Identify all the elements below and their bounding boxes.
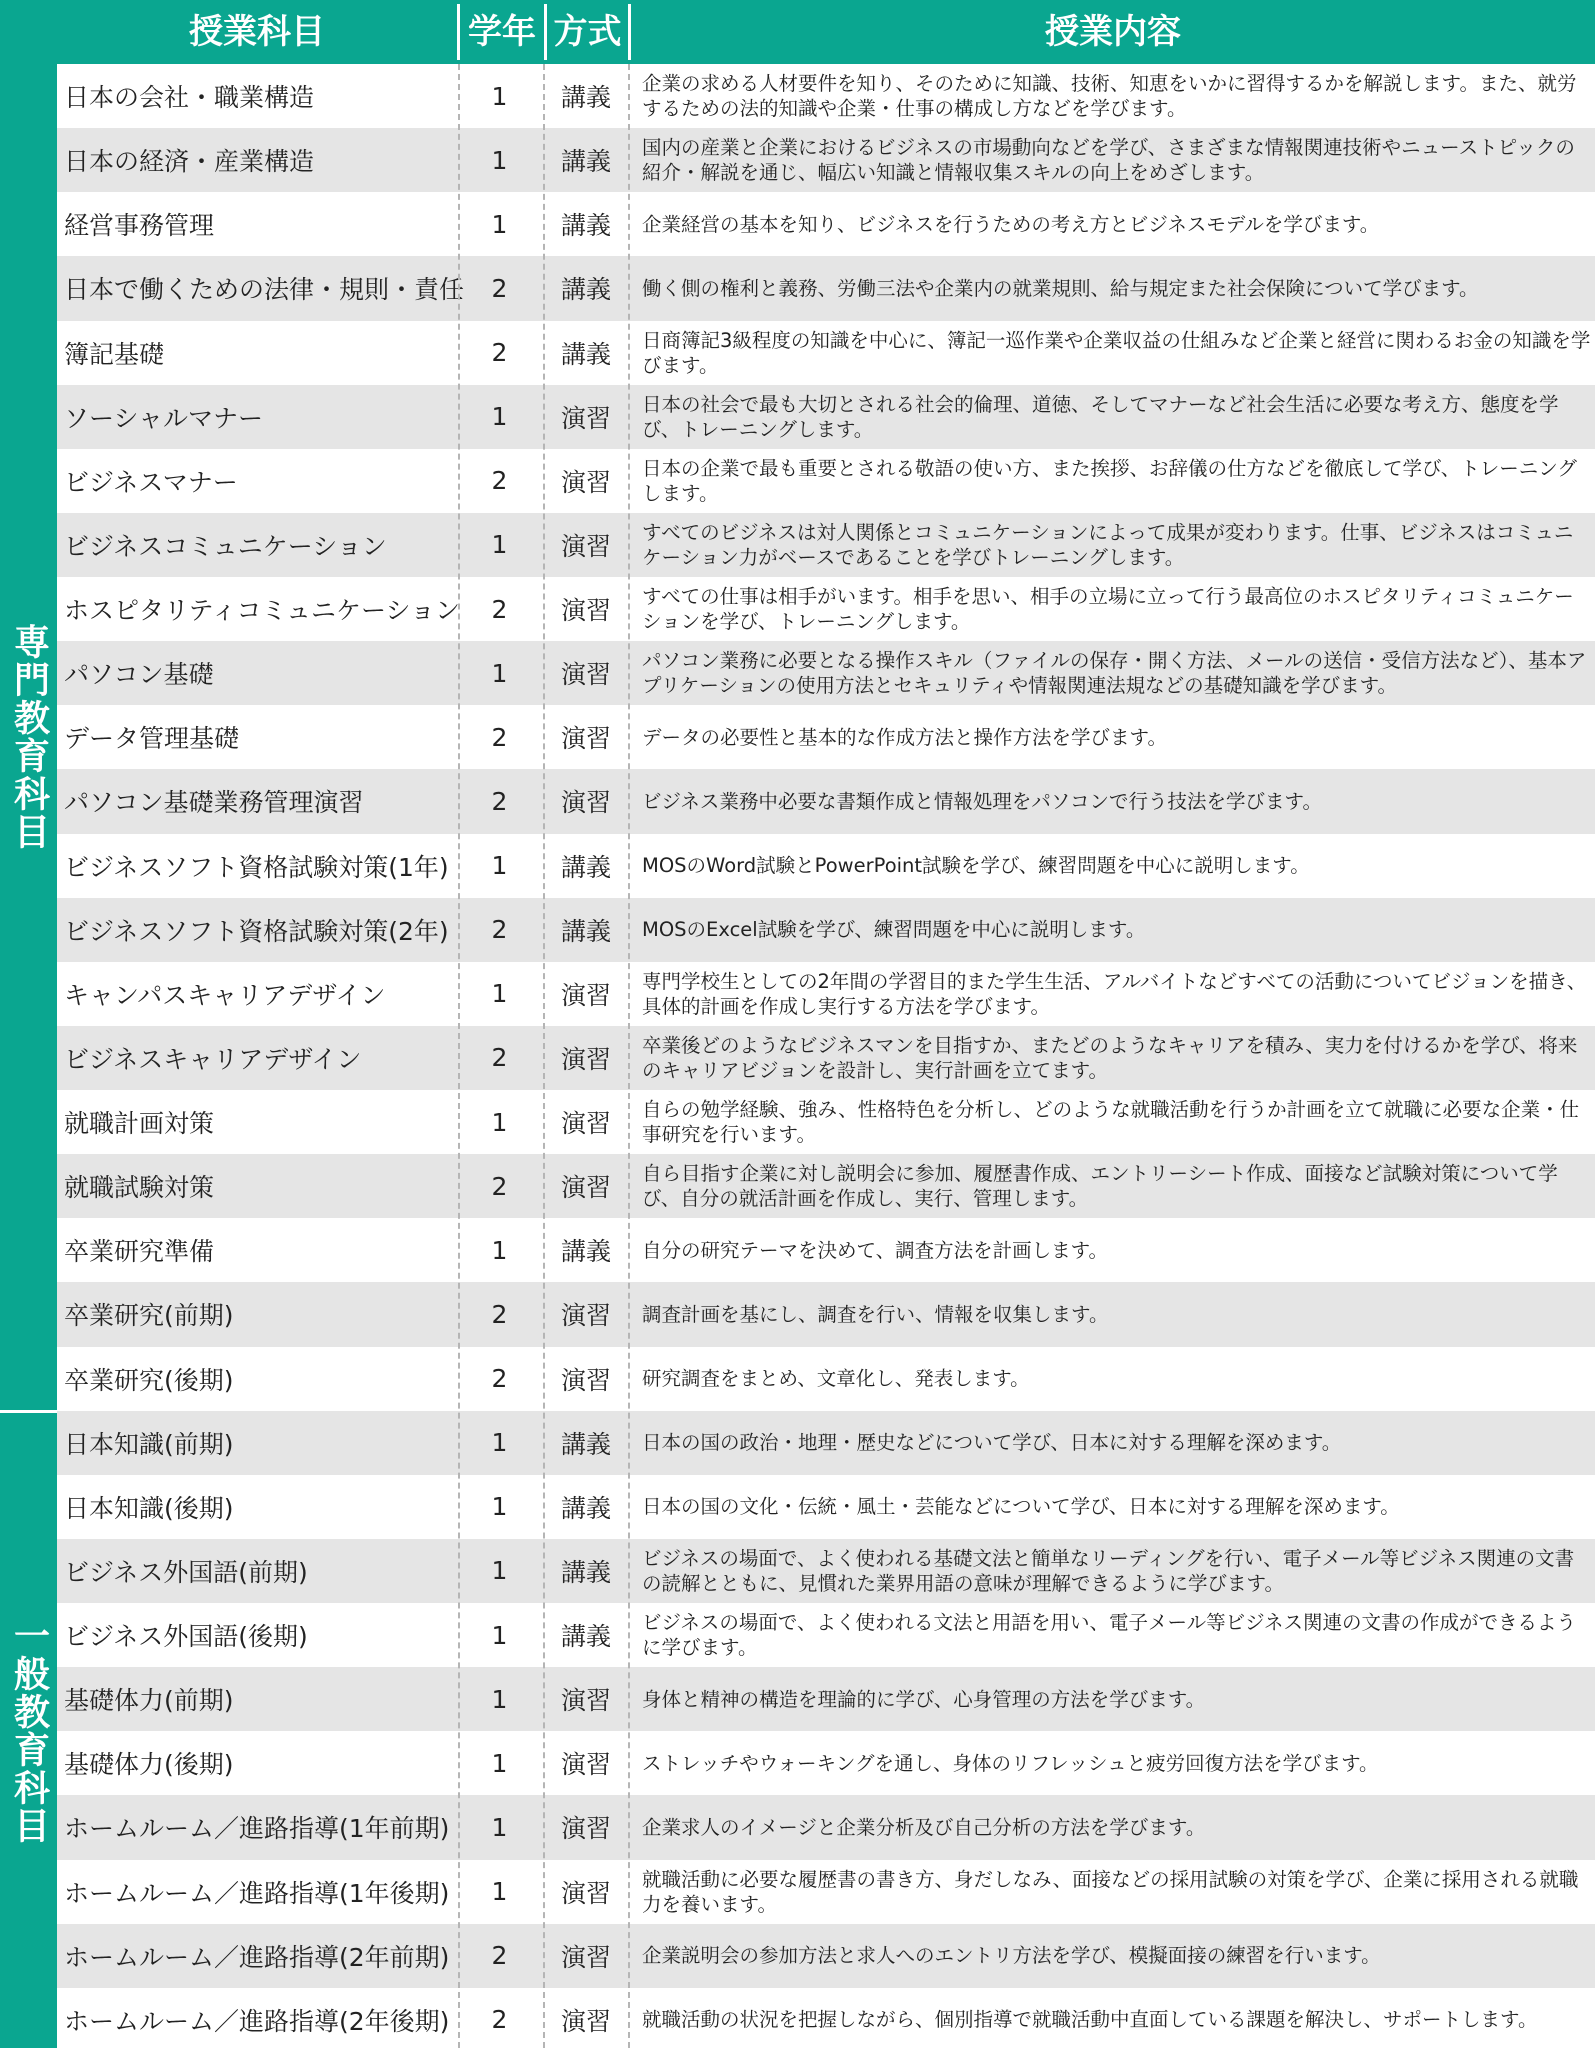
course-subject-text: 卒業研究(後期) xyxy=(64,1365,234,1395)
course-description-text: 就職活動に必要な履歴書の書き方、身だしなみ、面接などの採用試験の対策を学び、企業に採用される就職力を養います。 xyxy=(642,1867,1579,1916)
course-method-text: 講義 xyxy=(560,1237,611,1267)
category-label: 一般教育科目 xyxy=(8,1616,50,1845)
table-row xyxy=(57,1924,1595,1988)
course-subject xyxy=(64,1731,456,1795)
column-divider xyxy=(543,64,545,2048)
course-year xyxy=(457,1218,542,1282)
course-description-text: 日商簿記3級程度の知識を中心に、簿記一巡作業や企業収益の仕組みなど企業と経営に関わるお金の知識を学びます。 xyxy=(642,328,1591,377)
course-method-text: 講義 xyxy=(560,83,611,113)
course-year xyxy=(457,1860,542,1924)
course-description-text: MOSのExcel試験を学び、練習問題を中心に説明します。 xyxy=(642,918,1146,942)
course-subject xyxy=(64,962,456,1026)
course-description xyxy=(642,385,1592,449)
course-year xyxy=(457,1347,542,1411)
course-year xyxy=(457,64,542,128)
course-year-text: 1 xyxy=(491,1812,508,1842)
course-description xyxy=(642,1475,1592,1539)
course-year-text: 2 xyxy=(491,1299,508,1329)
course-subject-text: 日本知識(後期) xyxy=(64,1493,234,1523)
course-year xyxy=(457,1475,542,1539)
course-year-text: 1 xyxy=(491,1556,508,1586)
course-subject-text: 基礎体力(後期) xyxy=(64,1750,234,1780)
course-description xyxy=(642,1218,1592,1282)
table-row xyxy=(57,1539,1595,1603)
course-year xyxy=(457,1026,542,1090)
course-method xyxy=(544,962,628,1026)
column-divider xyxy=(628,64,630,2048)
table-row xyxy=(57,1218,1595,1282)
course-year-text: 2 xyxy=(491,2005,508,2035)
course-year-text: 2 xyxy=(491,1171,508,1201)
table-row xyxy=(57,705,1595,769)
course-description xyxy=(642,1347,1592,1411)
table-row xyxy=(57,1731,1595,1795)
course-description-text: MOSのWord試験とPowerPoint試験を学び、練習問題を中心に説明します。 xyxy=(642,854,1310,878)
course-year xyxy=(457,769,542,833)
course-method-text: 演習 xyxy=(560,596,611,626)
course-method-text: 演習 xyxy=(560,2006,611,2036)
course-method-text: 講義 xyxy=(560,852,611,882)
course-description-text: 自ら目指す企業に対し説明会に参加、履歴書作成、エントリーシート作成、面接など試験対策について学び、自分の就活計画を作成し、実行、管理します。 xyxy=(642,1162,1558,1211)
course-year xyxy=(457,1924,542,1988)
course-year xyxy=(457,1282,542,1346)
course-subject xyxy=(64,834,456,898)
course-description-text: ビジネス業務中必要な書類作成と情報処理をパソコンで行う技法を学びます。 xyxy=(642,789,1322,813)
course-subject xyxy=(64,1411,456,1475)
course-description xyxy=(642,1539,1592,1603)
table-row xyxy=(57,128,1595,192)
course-description xyxy=(642,1988,1592,2052)
course-description-text: 企業の求める人材要件を知り、そのために知識、技術、知恵をいかに習得するかを解説します。また、就労するための法的知識や企業・仕事の構成し方などを学びます。 xyxy=(642,72,1577,121)
course-method xyxy=(544,705,628,769)
course-method xyxy=(544,321,628,385)
course-year-text: 2 xyxy=(491,1043,508,1073)
column-divider xyxy=(458,64,460,2048)
course-year-text: 2 xyxy=(491,1941,508,1971)
course-year xyxy=(457,128,542,192)
course-method xyxy=(544,64,628,128)
course-method-text: 講義 xyxy=(560,1493,611,1523)
course-subject-text: 卒業研究(前期) xyxy=(64,1301,234,1331)
course-description-text: 企業求人のイメージと企業分析及び自己分析の方法を学びます。 xyxy=(642,1815,1206,1839)
course-method xyxy=(544,1988,628,2052)
course-subject xyxy=(64,1539,456,1603)
course-subject-text: 日本の経済・産業構造 xyxy=(64,147,315,177)
course-year-text: 1 xyxy=(491,1235,508,1265)
category-specialized xyxy=(0,64,57,1410)
course-method xyxy=(544,1731,628,1795)
course-description xyxy=(642,769,1592,833)
course-subject-text: 日本知識(前期) xyxy=(64,1429,234,1459)
table-row xyxy=(57,385,1595,449)
course-subject xyxy=(64,64,456,128)
course-method xyxy=(544,1347,628,1411)
course-description xyxy=(642,1731,1592,1795)
course-description xyxy=(642,1026,1592,1090)
course-subject xyxy=(64,577,461,641)
course-description-text: 日本の企業で最も重要とされる敬語の使い方、また挨拶、お辞儀の仕方などを徹底して学び、トレーニングします。 xyxy=(642,456,1577,505)
table-row xyxy=(57,1026,1595,1090)
course-method xyxy=(544,128,628,192)
course-subject-text: 就職試験対策 xyxy=(64,1173,215,1203)
course-method xyxy=(544,1218,628,1282)
course-subject xyxy=(64,513,456,577)
course-description-text: データの必要性と基本的な作成方法と操作方法を学びます。 xyxy=(642,725,1167,749)
course-year xyxy=(457,1539,542,1603)
course-method xyxy=(544,1603,628,1667)
course-year-text: 1 xyxy=(491,145,508,175)
course-method xyxy=(544,256,628,320)
course-method xyxy=(544,1475,628,1539)
course-year xyxy=(457,577,542,641)
course-description-text: 日本の社会で最も大切とされる社会的倫理、道徳、そしてマナーなど社会生活に必要な考え方、態度を学び、トレーニングします。 xyxy=(642,392,1559,441)
course-description-text: 国内の産業と企業におけるビジネスの市場動向などを学び、さまざまな情報関連技術やニューストピックの紹介・解説を通じ、幅広い知識と情報収集スキルの向上をめざします。 xyxy=(642,136,1575,185)
course-description-text: 身体と精神の構造を理論的に学び、心身管理の方法を学びます。 xyxy=(642,1687,1206,1711)
course-description xyxy=(642,962,1592,1026)
course-subject xyxy=(64,256,465,320)
course-description-text: 自らの勉学経験、強み、性格特色を分析し、どのような就職活動を行うか計画を立て就職に必要な企業・仕事研究を行います。 xyxy=(642,1098,1580,1147)
course-method-text: 演習 xyxy=(560,980,611,1010)
table-row xyxy=(57,1667,1595,1731)
course-subject xyxy=(64,449,456,513)
course-subject xyxy=(64,1475,456,1539)
course-description xyxy=(642,1860,1592,1924)
course-subject-text: キャンパスキャリアデザイン xyxy=(64,980,386,1010)
course-method-text: 演習 xyxy=(560,467,611,497)
course-year-text: 2 xyxy=(491,915,508,945)
course-subject xyxy=(64,898,456,962)
course-description-text: 日本の国の政治・地理・歴史などについて学び、日本に対する理解を深めます。 xyxy=(642,1431,1342,1455)
course-method-text: 演習 xyxy=(560,1301,611,1331)
course-year xyxy=(457,449,542,513)
course-year xyxy=(457,641,542,705)
course-description xyxy=(642,705,1592,769)
course-year-text: 1 xyxy=(491,402,508,432)
course-subject-text: ホームルーム／進路指導(2年前期) xyxy=(64,1942,450,1972)
course-description xyxy=(642,641,1592,705)
course-method xyxy=(544,1795,628,1859)
course-description xyxy=(642,577,1592,641)
course-method xyxy=(544,1090,628,1154)
table-row xyxy=(57,1154,1595,1218)
header-method: 方式 xyxy=(553,12,622,52)
course-year-text: 1 xyxy=(491,979,508,1009)
course-description xyxy=(642,1924,1592,1988)
course-year-text: 2 xyxy=(491,594,508,624)
course-year-text: 1 xyxy=(491,1620,508,1650)
course-description xyxy=(642,1411,1592,1475)
category-label: 専門教育科目 xyxy=(8,623,50,851)
course-description xyxy=(642,1667,1592,1731)
course-subject xyxy=(64,1347,456,1411)
course-method-text: 演習 xyxy=(560,1814,611,1844)
course-year xyxy=(457,1154,542,1218)
course-method xyxy=(544,1282,628,1346)
course-year xyxy=(457,321,542,385)
table-row xyxy=(57,962,1595,1026)
course-method xyxy=(544,1539,628,1603)
course-method-text: 演習 xyxy=(560,403,611,433)
table-row xyxy=(57,64,1595,128)
course-subject-text: ビジネスキャリアデザイン xyxy=(64,1044,362,1074)
course-method-text: 演習 xyxy=(560,1878,611,1908)
course-subject-text: ビジネス外国語(前期) xyxy=(64,1557,308,1587)
course-method-text: 演習 xyxy=(560,1942,611,1972)
course-description xyxy=(642,1154,1592,1218)
table-row xyxy=(57,641,1595,705)
course-method xyxy=(544,385,628,449)
course-year xyxy=(457,385,542,449)
table-row xyxy=(57,1282,1595,1346)
course-method-text: 演習 xyxy=(560,724,611,754)
course-year xyxy=(457,705,542,769)
table-row xyxy=(57,1988,1595,2052)
course-year xyxy=(457,962,542,1026)
course-subject xyxy=(64,321,456,385)
course-description xyxy=(642,449,1592,513)
course-description-text: 調査計画を基にし、調査を行い、情報を収集します。 xyxy=(642,1302,1109,1326)
course-method-text: 演習 xyxy=(560,788,611,818)
course-subject xyxy=(64,1282,456,1346)
course-subject xyxy=(64,1988,456,2052)
course-subject-text: ホスピタリティコミュニケーション xyxy=(64,596,461,626)
course-method xyxy=(544,1924,628,1988)
course-subject-text: 日本で働くための法律・規則・責任 xyxy=(64,275,465,305)
course-year xyxy=(457,1411,542,1475)
course-subject xyxy=(64,705,456,769)
course-subject-text: 就職計画対策 xyxy=(64,1109,215,1139)
course-description-text: ストレッチやウォーキングを通し、身体のリフレッシュと疲労回復方法を学びます。 xyxy=(642,1751,1379,1775)
course-description-text: 日本の国の文化・伝統・風土・芸能などについて学び、日本に対する理解を深めます。 xyxy=(642,1495,1400,1519)
course-method xyxy=(544,513,628,577)
course-description-text: 企業説明会の参加方法と求人へのエントリ方法を学び、模擬面接の練習を行います。 xyxy=(642,1944,1381,1968)
course-year xyxy=(457,192,542,256)
course-method-text: 演習 xyxy=(560,1109,611,1139)
course-method-text: 演習 xyxy=(560,1365,611,1395)
table-row xyxy=(57,834,1595,898)
course-subject-text: データ管理基礎 xyxy=(64,724,240,754)
course-method-text: 講義 xyxy=(560,211,611,241)
table-row xyxy=(57,1603,1595,1667)
course-subject xyxy=(64,1090,456,1154)
course-year-text: 1 xyxy=(491,1492,508,1522)
course-year-text: 1 xyxy=(491,1877,508,1907)
course-subject-text: 日本の会社・職業構造 xyxy=(64,83,315,113)
table-row xyxy=(57,449,1595,513)
course-method-text: 講義 xyxy=(560,1557,611,1587)
course-subject-text: ホームルーム／進路指導(1年後期) xyxy=(64,1878,450,1908)
header-content: 授業内容 xyxy=(1045,12,1181,52)
course-subject xyxy=(64,769,456,833)
course-subject xyxy=(64,1218,456,1282)
course-description xyxy=(642,898,1592,962)
table-row xyxy=(57,1475,1595,1539)
course-subject xyxy=(64,1667,456,1731)
course-subject xyxy=(64,1154,456,1218)
course-method-text: 演習 xyxy=(560,1686,611,1716)
course-description xyxy=(642,192,1592,256)
course-method-text: 演習 xyxy=(560,1044,611,1074)
table-row xyxy=(57,192,1595,256)
course-description-text: すべてのビジネスは対人関係とコミュニケーションによって成果が変わります。仕事、ビジネスはコミュニケーション力がベースであることを学びトレーニングします。 xyxy=(642,520,1574,569)
course-method xyxy=(544,577,628,641)
course-subject-text: ビジネスソフト資格試験対策(1年) xyxy=(64,852,449,882)
course-description xyxy=(642,834,1592,898)
course-subject-text: 簿記基礎 xyxy=(64,339,165,369)
course-method xyxy=(544,641,628,705)
course-method-text: 講義 xyxy=(560,1429,611,1459)
course-subject-text: 卒業研究準備 xyxy=(64,1237,215,1267)
course-year-text: 1 xyxy=(491,1107,508,1137)
course-year xyxy=(457,1795,542,1859)
course-method-text: 演習 xyxy=(560,1750,611,1780)
table-row xyxy=(57,769,1595,833)
course-description-text: 専門学校生としての2年間の学習目的また学生生活、アルバイトなどすべての活動についてビジョンを描き、具体的計画を作成し実行する方法を学びます。 xyxy=(642,969,1587,1018)
course-subject xyxy=(64,1860,456,1924)
course-year xyxy=(457,256,542,320)
course-method-text: 講義 xyxy=(560,1622,611,1652)
table-row xyxy=(57,513,1595,577)
course-year xyxy=(457,834,542,898)
course-method-text: 講義 xyxy=(560,275,611,305)
course-description xyxy=(642,513,1592,577)
course-method xyxy=(544,1154,628,1218)
course-method-text: 演習 xyxy=(560,531,611,561)
course-description xyxy=(642,128,1592,192)
course-description-text: 働く側の権利と義務、労働三法や企業内の就業規則、給与規定また社会保険について学びます。 xyxy=(642,276,1479,300)
course-method xyxy=(544,192,628,256)
course-year xyxy=(457,1731,542,1795)
course-method-text: 講義 xyxy=(560,147,611,177)
table-row xyxy=(57,1347,1595,1411)
course-subject-text: ビジネスソフト資格試験対策(2年) xyxy=(64,916,449,946)
course-method xyxy=(544,449,628,513)
course-method-text: 演習 xyxy=(560,660,611,690)
course-method xyxy=(544,834,628,898)
course-year-text: 2 xyxy=(491,1364,508,1394)
course-subject xyxy=(64,128,456,192)
course-subject xyxy=(64,1924,456,1988)
course-description-text: 企業経営の基本を知り、ビジネスを行うための考え方とビジネスモデルを学びます。 xyxy=(642,212,1380,236)
course-method xyxy=(544,1411,628,1475)
course-subject-text: パソコン基礎業務管理演習 xyxy=(64,788,364,818)
course-year xyxy=(457,1667,542,1731)
course-subject-text: ビジネスマナー xyxy=(64,467,238,497)
course-method-text: 講義 xyxy=(560,916,611,946)
course-subject-text: 経営事務管理 xyxy=(64,211,215,241)
course-subject-text: ホームルーム／進路指導(1年前期) xyxy=(64,1814,450,1844)
course-year xyxy=(457,1603,542,1667)
course-subject xyxy=(64,1026,456,1090)
course-subject-text: ビジネスコミュニケーション xyxy=(64,531,387,561)
course-description xyxy=(642,1090,1592,1154)
category-general xyxy=(0,1413,57,2048)
header-subject: 授業科目 xyxy=(189,12,325,52)
course-description xyxy=(642,64,1592,128)
course-year-text: 2 xyxy=(491,273,508,303)
course-year-text: 1 xyxy=(491,658,508,688)
course-year-text: 1 xyxy=(491,851,508,881)
course-subject-text: ビジネス外国語(後期) xyxy=(64,1622,308,1652)
course-description xyxy=(642,1795,1592,1859)
course-method xyxy=(544,1667,628,1731)
course-subject xyxy=(64,385,456,449)
course-subject xyxy=(64,1795,456,1859)
header-year: 学年 xyxy=(468,12,536,52)
course-year xyxy=(457,513,542,577)
course-method xyxy=(544,1026,628,1090)
course-description-text: 自分の研究テーマを決めて、調査方法を計画します。 xyxy=(642,1238,1109,1262)
table-row xyxy=(57,1090,1595,1154)
course-description-text: パソコン業務に必要となる操作スキル（ファイルの保存・開く方法、メールの送信・受信方法など）、基本アプリケーションの使用方法とセキュリティや情報関連法規などの基礎知識を学びます。 xyxy=(642,649,1587,698)
course-year-text: 2 xyxy=(491,786,508,816)
course-description-text: すべての仕事は相手がいます。相手を思い、相手の立場に立って行う最高位のホスピタリティコミュニケーションを学び、トレーニングします。 xyxy=(642,585,1574,634)
course-method-text: 講義 xyxy=(560,339,611,369)
table-row xyxy=(57,577,1595,641)
course-description-text: ビジネスの場面で、よく使われる基礎文法と簡単なリーディングを行い、電子メール等ビジネス関連の文書の読解とともに、見慣れた業界用語の意味が理解できるように学びます。 xyxy=(642,1546,1575,1595)
table-header xyxy=(0,0,1595,64)
course-year-text: 1 xyxy=(491,81,508,111)
course-year xyxy=(457,1988,542,2052)
table-row xyxy=(57,1795,1595,1859)
course-year-text: 2 xyxy=(491,722,508,752)
course-subject xyxy=(64,641,456,705)
course-subject xyxy=(64,192,456,256)
course-description-text: 卒業後どのようなビジネスマンを目指すか、またどのようなキャリアを積み、実力を付けるかを学び、将来のキャリアビジョンを設計し、実行計画を立てます。 xyxy=(642,1033,1578,1082)
course-description-text: 就職活動の状況を把握しながら、個別指導で就職活動中直面している課題を解決し、サポートします。 xyxy=(642,2008,1538,2032)
course-year-text: 1 xyxy=(491,1684,508,1714)
course-year-text: 1 xyxy=(491,1428,508,1458)
course-method-text: 演習 xyxy=(560,1173,611,1203)
course-year xyxy=(457,1090,542,1154)
course-method xyxy=(544,898,628,962)
course-description-text: ビジネスの場面で、よく使われる文法と用語を用い、電子メール等ビジネス関連の文書の作成ができるように学びます。 xyxy=(642,1611,1577,1660)
table-row xyxy=(57,256,1595,320)
table-row xyxy=(57,321,1595,385)
course-subject-text: ソーシャルマナー xyxy=(64,403,264,433)
course-subject-text: パソコン基礎 xyxy=(64,660,214,690)
table-row xyxy=(57,1411,1595,1475)
course-table-body xyxy=(57,64,1595,2052)
course-year-text: 2 xyxy=(491,338,508,368)
course-year xyxy=(457,898,542,962)
course-subject xyxy=(64,1603,456,1667)
course-method xyxy=(544,1860,628,1924)
course-year-text: 1 xyxy=(491,1748,508,1778)
course-method xyxy=(544,769,628,833)
course-description xyxy=(642,256,1592,320)
course-subject-text: ホームルーム／進路指導(2年後期) xyxy=(64,2006,450,2036)
course-description xyxy=(642,1603,1592,1667)
course-description xyxy=(642,321,1592,385)
course-year-text: 2 xyxy=(491,466,508,496)
course-description xyxy=(642,1282,1592,1346)
course-description-text: 研究調査をまとめ、文章化し、発表します。 xyxy=(642,1367,1030,1391)
course-subject-text: 基礎体力(前期) xyxy=(64,1686,234,1716)
course-year-text: 1 xyxy=(491,530,508,560)
table-row xyxy=(57,1860,1595,1924)
course-year-text: 1 xyxy=(491,209,508,239)
table-row xyxy=(57,898,1595,962)
